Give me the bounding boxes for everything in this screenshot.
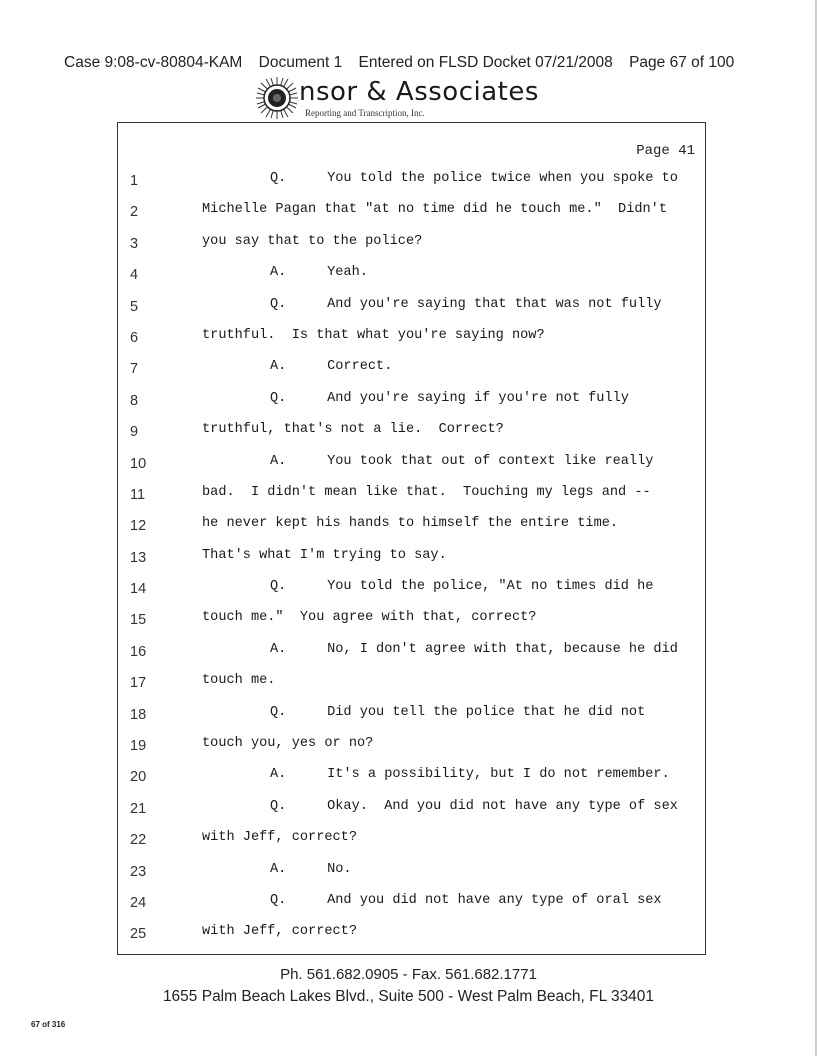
transcript-line [118,198,705,229]
line-text: Q. And you're saying that that was not fully [270,296,662,312]
footer-phone: Ph. 561.682.0905 - Fax. 561.682.1771 [280,966,537,983]
transcript-page [117,122,706,955]
transcript-line [118,826,705,857]
line-number: 15 [130,612,147,629]
pdf-page-count: 67 of 316 [31,1020,66,1029]
entered-date: Entered on FLSD Docket 07/21/2008 [358,54,613,71]
line-number: 13 [130,549,147,566]
line-number: 11 [130,486,146,503]
line-number: 2 [130,204,139,221]
line-text: touch me. [202,673,276,689]
line-text: Michelle Pagan that "at no time did he touch me." Didn't [202,202,667,218]
line-text: Q. Okay. And you did not have any type of sex [270,798,678,814]
transcript-line [118,606,705,637]
transcript-line [118,575,705,606]
transcript-line [118,889,705,920]
line-text: truthful, that's not a lie. Correct? [202,422,504,438]
line-number: 1 [130,173,139,189]
document-number: Document 1 [258,54,343,71]
seal-icon [255,76,299,120]
line-number: 14 [130,581,147,598]
line-number: 3 [130,235,139,252]
transcript-lines [118,167,705,952]
transcript-line [118,701,705,732]
line-number: 21 [130,800,147,817]
line-text: A. Correct. [270,359,393,375]
transcript-line [118,638,705,669]
transcript-line [118,512,705,543]
transcript-line [118,261,705,292]
docket-page-count: Page 67 of 100 [629,54,735,71]
line-text: bad. I didn't mean like that. Touching my legs and -- [202,484,651,500]
line-text: he never kept his hands to himself the entire time. [202,516,619,532]
line-text: A. It's a possibility, but I do not remember. [270,767,670,783]
line-number: 4 [130,267,139,284]
line-text: Q. You told the police twice when you spoke to [270,171,678,186]
line-text: touch me." You agree with that, correct? [202,610,537,626]
company-tagline: Reporting and Transcription, Inc. [305,108,425,118]
line-number: 25 [130,926,147,943]
line-number: 7 [130,361,139,378]
line-text: A. Yeah. [270,265,368,281]
line-text: Q. And you're saying if you're not fully [270,390,629,406]
line-number: 17 [130,675,147,692]
line-text: touch you, yes or no? [202,736,374,752]
transcript-line [118,544,705,575]
line-number: 8 [130,392,139,409]
transcript-line [118,920,705,951]
line-number: 23 [130,863,147,880]
footer-address: 1655 Palm Beach Lakes Blvd., Suite 500 - West Palm Beach, FL 33401 [162,988,655,1005]
transcript-line [118,418,705,449]
line-number: 19 [130,738,147,755]
line-number: 6 [130,329,139,346]
line-text: Q. Did you tell the police that he did not [270,704,646,720]
transcript-line [118,481,705,512]
line-number: 10 [130,455,147,472]
transcript-line [118,450,705,481]
line-number: 16 [130,643,147,660]
line-number: 20 [130,769,147,786]
transcript-line [118,669,705,700]
company-name: nsor & Associates [299,77,539,107]
line-text: Q. You told the police, "At no times did he [270,579,654,595]
line-text: you say that to the police? [202,233,423,249]
company-logo [255,74,555,124]
transcript-line [118,167,705,198]
line-text: with Jeff, correct? [202,924,357,940]
line-number: 12 [130,518,147,535]
transcript-line [118,230,705,261]
line-text: A. No. [270,861,352,877]
transcript-line [118,763,705,794]
line-text: That's what I'm trying to say. [202,547,447,563]
case-number: Case 9:08-cv-80804-KAM [64,54,243,71]
line-text: truthful. Is that what you're saying now? [202,327,545,343]
line-number: 18 [130,706,147,723]
line-text: Q. And you did not have any type of oral sex [270,892,662,908]
docket-header [64,54,764,72]
transcript-line [118,324,705,355]
transcript-line [118,387,705,418]
transcript-line [118,355,705,386]
line-text: A. You took that out of context like really [270,453,654,469]
line-number: 5 [130,298,139,315]
transcript-line [118,795,705,826]
line-number: 9 [130,424,139,441]
line-text: with Jeff, correct? [202,830,357,846]
transcript-line [118,293,705,324]
transcript-page-number: Page 41 [636,143,695,159]
transcript-line [118,732,705,763]
transcript-line [118,858,705,889]
line-text: A. No, I don't agree with that, because he did [270,641,678,657]
line-number: 24 [130,894,147,911]
line-number: 22 [130,832,147,849]
